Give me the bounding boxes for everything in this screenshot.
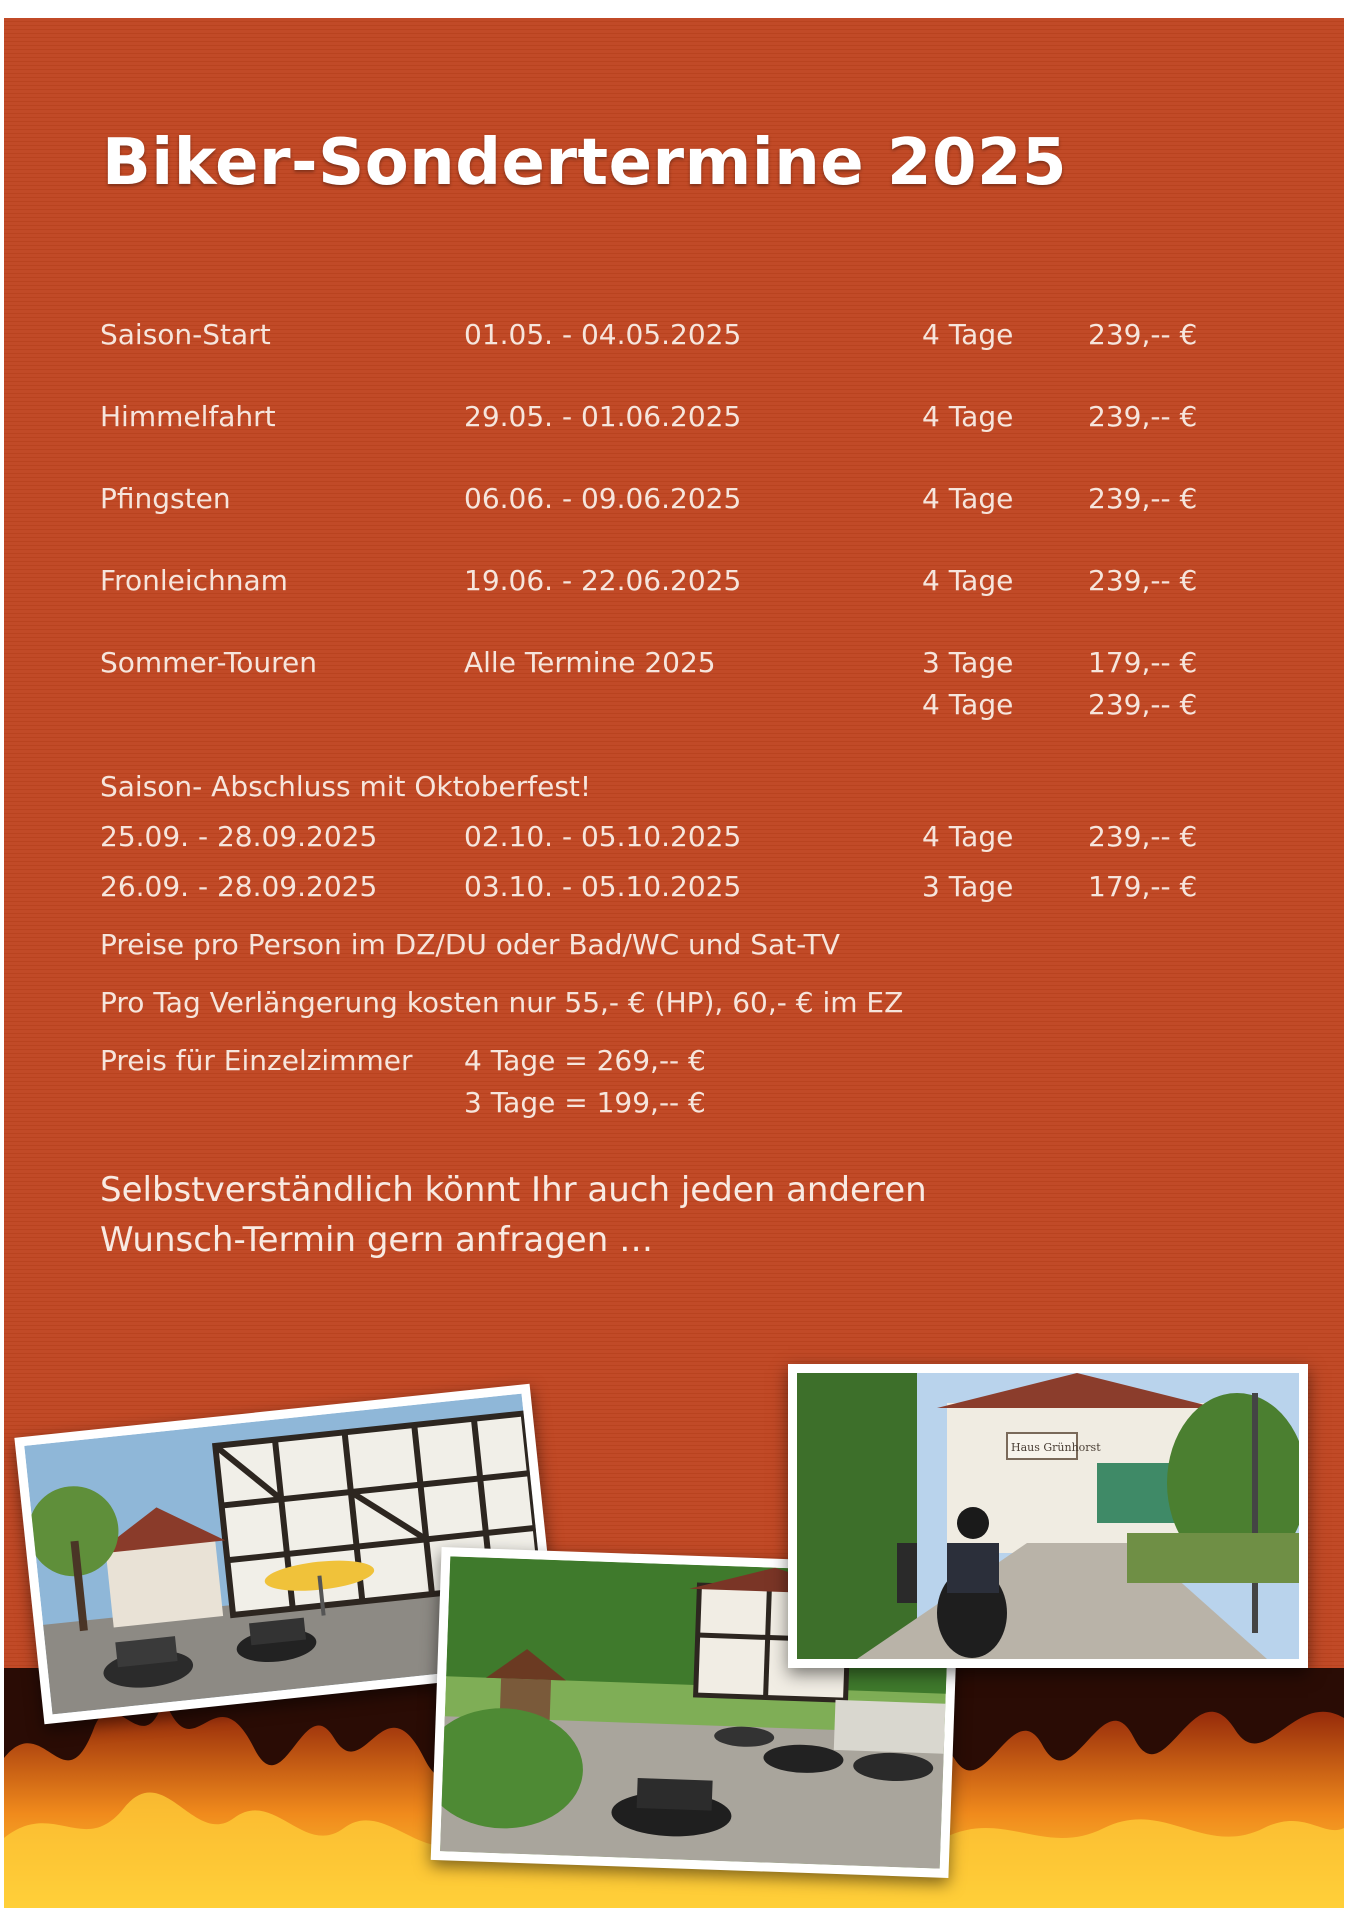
event-days-alt: 4 Tage [922, 688, 1014, 721]
event-name: Saison-Start [100, 318, 271, 351]
season-end-dates-b: 02.10. - 05.10.2025 [464, 820, 742, 853]
season-end-heading: Saison- Abschluss mit Oktoberfest! [100, 770, 592, 803]
event-dates: 29.05. - 01.06.2025 [464, 400, 742, 433]
season-end-price: 239,-- € [1088, 820, 1198, 853]
event-price: 239,-- € [1088, 564, 1198, 597]
event-dates: 01.05. - 04.05.2025 [464, 318, 742, 351]
event-days: 3 Tage [922, 646, 1014, 679]
extension-note: Pro Tag Verlängerung kosten nur 55,- € (HP), 60,- € im EZ [100, 986, 904, 1019]
closing-line-2: Wunsch-Termin gern anfragen … [100, 1220, 654, 1260]
event-dates: 19.06. - 22.06.2025 [464, 564, 742, 597]
single-room-3-days: 3 Tage = 199,-- € [464, 1086, 706, 1119]
season-end-days: 4 Tage [922, 820, 1014, 853]
event-name: Pfingsten [100, 482, 231, 515]
season-end-dates-a: 26.09. - 28.09.2025 [100, 870, 378, 903]
season-end-days: 3 Tage [922, 870, 1014, 903]
per-person-note: Preise pro Person im DZ/DU oder Bad/WC und Sat-TV [100, 928, 840, 961]
event-days: 4 Tage [922, 564, 1014, 597]
event-days: 4 Tage [922, 318, 1014, 351]
event-days: 4 Tage [922, 400, 1014, 433]
photo-rider-at-guesthouse [788, 1364, 1308, 1668]
single-room-4-days: 4 Tage = 269,-- € [464, 1044, 706, 1077]
event-name: Himmelfahrt [100, 400, 276, 433]
event-name: Fronleichnam [100, 564, 288, 597]
event-days: 4 Tage [922, 482, 1014, 515]
closing-line-1: Selbstverständlich könnt Ihr auch jeden anderen [100, 1170, 927, 1210]
season-end-dates-a: 25.09. - 28.09.2025 [100, 820, 378, 853]
event-price: 179,-- € [1088, 646, 1198, 679]
event-price: 239,-- € [1088, 400, 1198, 433]
guesthouse-sign: Haus Grünhorst [1011, 1441, 1101, 1454]
event-dates: Alle Termine 2025 [464, 646, 716, 679]
event-price-alt: 239,-- € [1088, 688, 1198, 721]
season-end-dates-b: 03.10. - 05.10.2025 [464, 870, 742, 903]
event-name: Sommer-Touren [100, 646, 318, 679]
season-end-price: 179,-- € [1088, 870, 1198, 903]
event-price: 239,-- € [1088, 318, 1198, 351]
flyer-poster [4, 18, 1344, 1908]
photo-rider-at-guesthouse-image [797, 1373, 1299, 1659]
event-dates: 06.06. - 09.06.2025 [464, 482, 742, 515]
event-price: 239,-- € [1088, 482, 1198, 515]
page-title: Biker-Sondertermine 2025 [102, 126, 1068, 200]
single-room-label: Preis für Einzelzimmer [100, 1044, 413, 1077]
